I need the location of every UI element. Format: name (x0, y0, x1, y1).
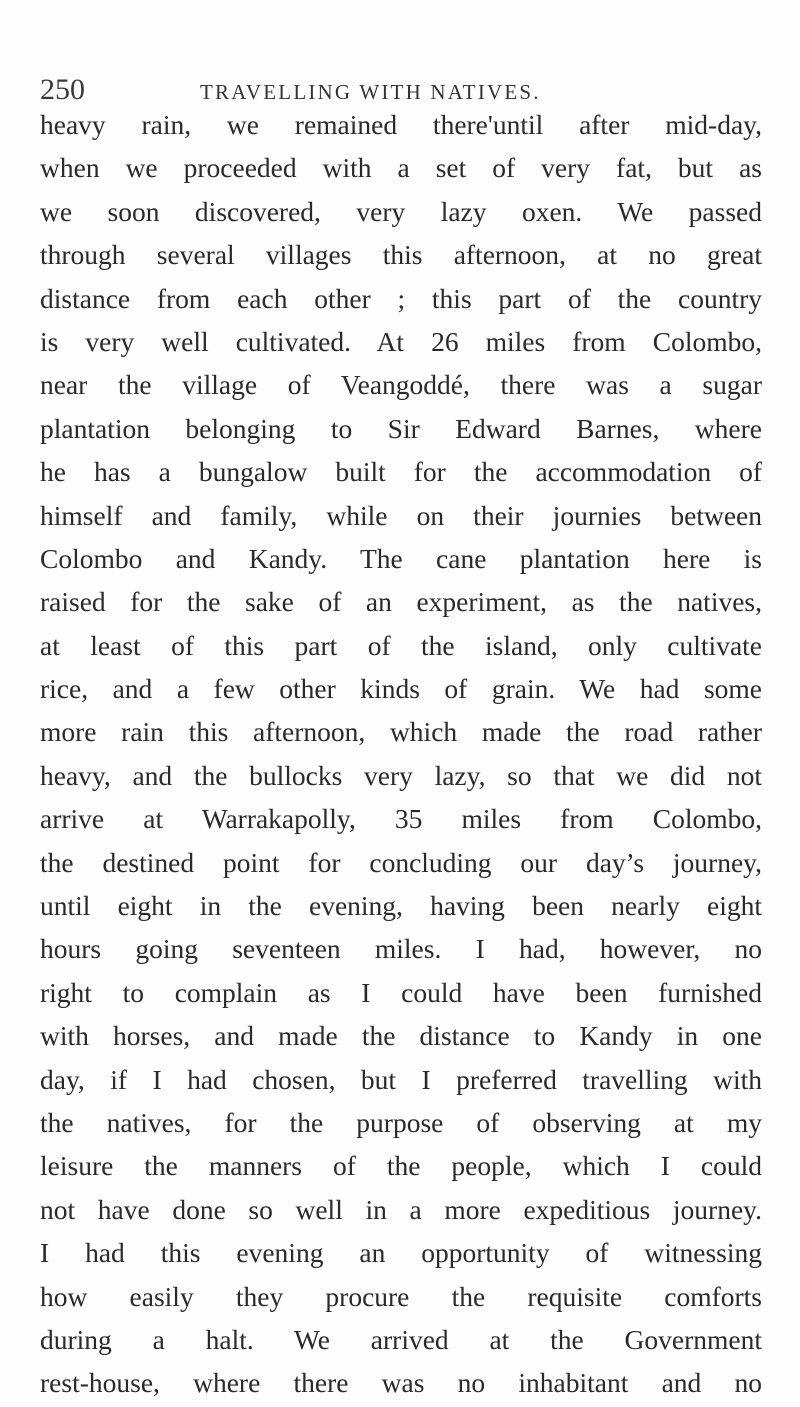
text-line: through several villages this afternoon, at no great (40, 239, 762, 271)
text-line: we soon discovered, very lazy oxen. We passed (40, 195, 762, 227)
text-line: raised for the sake of an experiment, as the natives, (40, 586, 762, 618)
text-line: rest-house, where there was no inhabitant and no (40, 1367, 762, 1399)
text-line: is very well cultivated. At 26 miles from Colombo, (40, 325, 762, 357)
text-line: distance from each other ; this part of the country (40, 282, 762, 314)
text-line: heavy rain, we remained there'until after mid-day, (40, 109, 762, 140)
text-line: I had this evening an opportunity of witnessing (40, 1237, 762, 1269)
text-line: hours going seventeen miles. I had, however, no (40, 933, 762, 965)
text-line: more rain this afternoon, which made the road rather (40, 716, 762, 748)
text-line: rice, and a few other kinds of grain. We had some (40, 673, 762, 705)
text-line: plantation belonging to Sir Edward Barnes, where (40, 412, 762, 444)
text-line: near the village of Veangoddé, there was a sugar (40, 369, 762, 401)
text-line: when we proceeded with a set of very fat, but as (40, 152, 762, 184)
text-line: arrive at Warrakapolly, 35 miles from Colombo, (40, 803, 762, 835)
text-line: heavy, and the bullocks very lazy, so that we did not (40, 759, 762, 791)
text-line: Colombo and Kandy. The cane plantation here is (40, 542, 762, 574)
running-title: TRAVELLING WITH NATIVES. (200, 80, 541, 104)
text-line: himself and family, while on their journies between (40, 499, 762, 531)
page-number: 250 (40, 73, 85, 106)
text-line: during a halt. We arrived at the Government (40, 1323, 762, 1355)
text-line: he has a bungalow built for the accommodation of (40, 456, 762, 488)
text-line: the natives, for the purpose of observing at my (40, 1106, 762, 1138)
text-line: right to complain as I could have been furnished (40, 976, 762, 1008)
text-line: how easily they procure the requisite comforts (40, 1280, 762, 1312)
text-line: until eight in the evening, having been nearly eight (40, 890, 762, 922)
text-line: at least of this part of the island, only cultivate (40, 629, 762, 661)
body-text (40, 103, 762, 1405)
text-line: the destined point for concluding our day’s journey, (40, 846, 762, 878)
text-line: not have done so well in a more expeditious journey. (40, 1193, 762, 1225)
text-line: with horses, and made the distance to Kandy in one (40, 1020, 762, 1052)
text-line: leisure the manners of the people, which I could (40, 1150, 762, 1182)
text-line: day, if I had chosen, but I preferred travelling with (40, 1063, 762, 1095)
